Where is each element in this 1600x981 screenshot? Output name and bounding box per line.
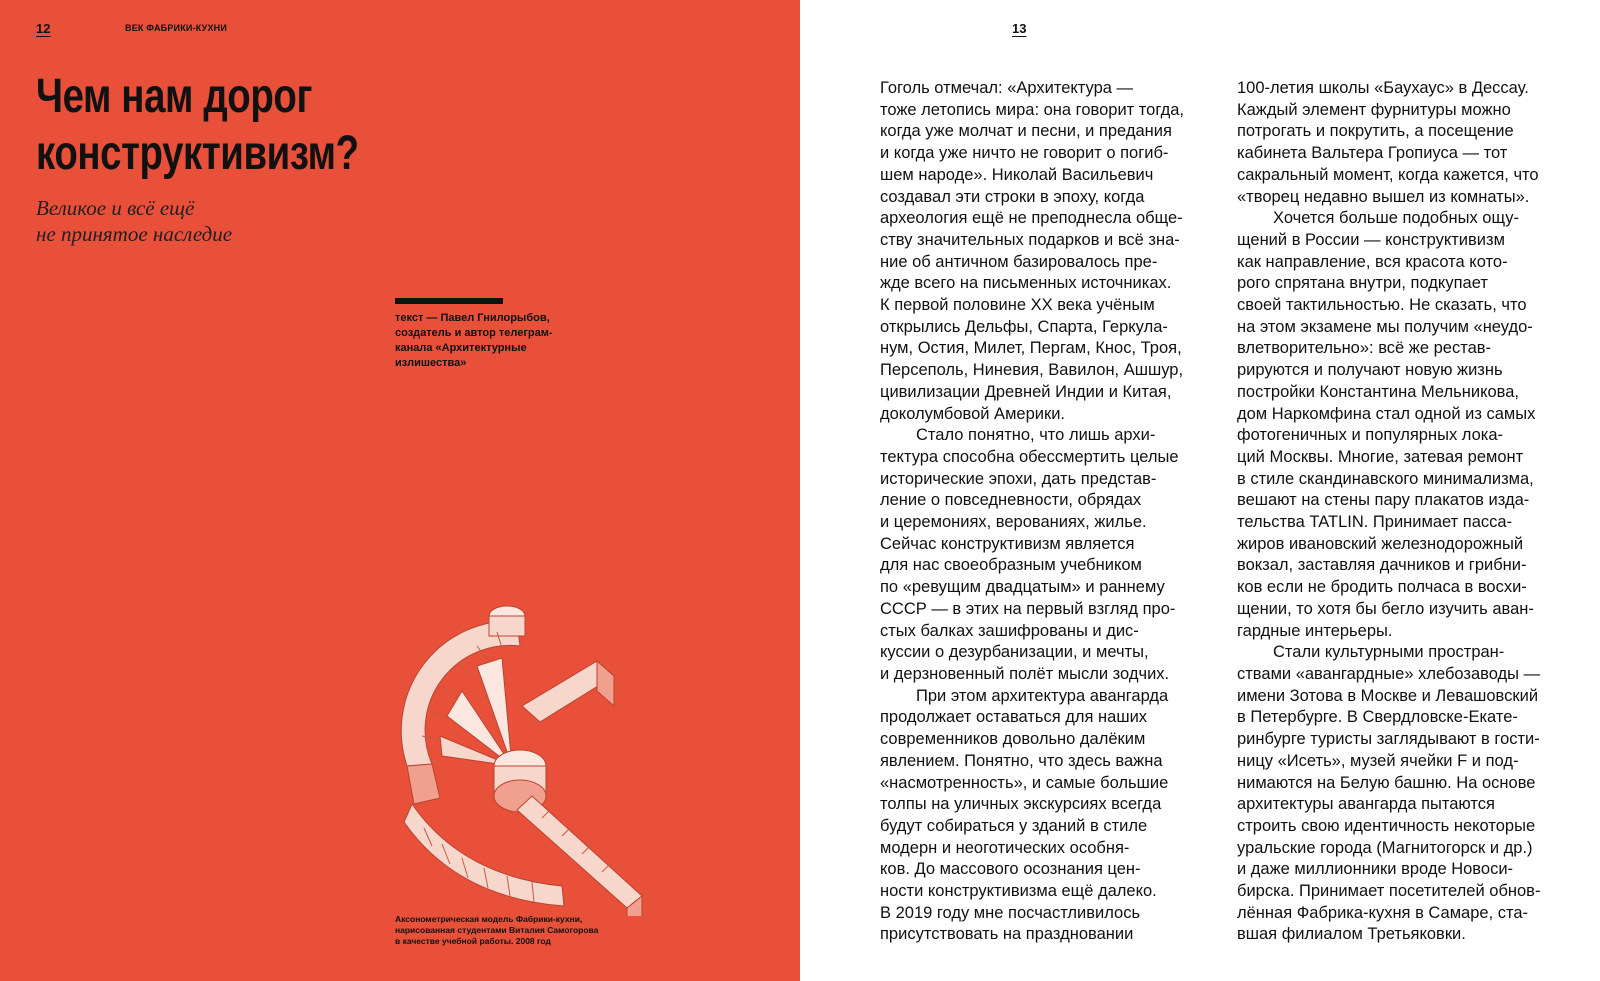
- illustration-caption: [395, 914, 635, 947]
- subtitle-line-2: не принятое наследие: [36, 222, 233, 246]
- paragraph: Стало понятно, что лишь архи- тектура способна обессмертить целые исторические эпохи, дать представ- ление о повседневности, обрядах и церемониях, верованиях, жилье. Сейчас конструктивизм является для нас своеобразным учебником по «ревущим двадцатым» и раннему СССР — в этих на первый взгляд про- стых балках зашифрованы и дис- куссии о дезурбанизации, и мечты, и дерзновенный полёт мысли зодчих.: [880, 426, 1179, 683]
- headline-line-2: конструктивизм?: [36, 127, 359, 180]
- author-line-3: канала «Архитектурные: [395, 342, 527, 354]
- caption-line-2: нарисованная студентами Виталия Самогорова: [395, 925, 599, 935]
- author-line-2: создатель и автор телеграм-: [395, 327, 553, 339]
- author-credit: [395, 311, 590, 371]
- author-rule: [395, 298, 503, 304]
- paragraph: 100-летия школы «Баухаус» в Дессау. Каждый элемент фурнитуры можно потрогать и покрутить, а посещение кабинета Вальтера Гропиуса — тот сакральный момент, когда кажется, что «творец недавно вышел из комнаты».: [1237, 79, 1539, 206]
- page-number-left: 12: [36, 21, 51, 36]
- paragraph: Стали культурными простран- ствами «авангардные» хлебозаводы — имени Зотова в Москве и Левашовский в Петербурге. В Свердловске-Екате- ринбурге туристы заглядывают в гости- ницу «Исеть», музей ячейки F и под- нимаются на Белую башню. На основе архитектуры авангарда пытаются строить свою идентичность некоторые уральские города (Магнитогорск и др.) и даже миллионники вроде Новоси- бирска. Принимает посетителей обнов- лённая Фабрика-кухня в Самаре, ста- вшая филиалом Третьяковки.: [1237, 643, 1541, 944]
- axonometric-building-illustration: [382, 596, 657, 916]
- running-head: ВЕК ФАБРИКИ-КУХНИ: [125, 23, 228, 33]
- paragraph: Хочется больше подобных ощу- щений в России — конструктивизм как направление, вся красота кото- рого спрятана внутри, подкупает своей тактильностью. Не сказать, что на этом экзамене мы получим «неудо- влетворительно»: всё же рестав- рируются и получают новую жизнь постройки Константина Мельникова, дом Наркомфина стал одной из самых фотогеничных и популярных лока- ций Москвы. Многие, затевая ремонт в стиле скандинавского минимализма, вешают на стены пару плакатов изда- тельства TATLIN. Принимает пасса- жиров ивановский железнодорожный вокзал, заставляя дачников и грибни- ков если не бродить полчаса в восхи- щении, то хотя бы бегло изучить аван- гардные интерьеры.: [1237, 209, 1536, 640]
- subtitle-line-1: Великое и всё ещё: [36, 196, 195, 220]
- body-column-1: [880, 78, 1218, 946]
- paragraph: При этом архитектура авангарда продолжает оставаться для наших современников довольно далёким явлением. Понятно, что здесь важна «насмотренность», и самые большие толпы на уличных экскурсиях всегда будут собираться у зданий в стиле модерн и неоготических особня- ков. До массового осознания цен- ности конструктивизма ещё далеко. В 2019 году мне посчастливилось присутствовать на праздновании: [880, 686, 1169, 944]
- caption-line-1: Аксонометрическая модель Фабрики-кухни,: [395, 914, 583, 924]
- paragraph: Гоголь отмечал: «Архитектура — тоже летопись мира: она говорит тогда, когда уже молчат и песни, и предания и когда уже ничто не говорит о погиб- шем народе». Николай Васильевич создавал эти строки в эпоху, когда археология ещё не преподнесла обще- ству значительных подарков и всё зна- ние об античном базировалось пре- жде всего на письменных источниках. К первой половине XX века учёным открылись Дельфы, Спарта, Геркула- нум, Остия, Милет, Пергам, Кнос, Троя, Персеполь, Ниневия, Вавилон, Ашшур, цивилизации Древней Индии и Китая, доколумбовой Америки.: [880, 79, 1185, 423]
- headline-line-1: Чем нам дорог: [36, 70, 313, 123]
- subtitle: [36, 195, 336, 247]
- caption-line-3: в качестве учебной работы. 2008 год: [395, 936, 551, 946]
- author-line-1: текст — Павел Гнилорыбов,: [395, 312, 550, 324]
- page-number-right: 13: [1012, 21, 1027, 36]
- author-line-4: излишества»: [395, 357, 467, 369]
- headline: [36, 68, 484, 182]
- body-column-2: [1237, 78, 1577, 946]
